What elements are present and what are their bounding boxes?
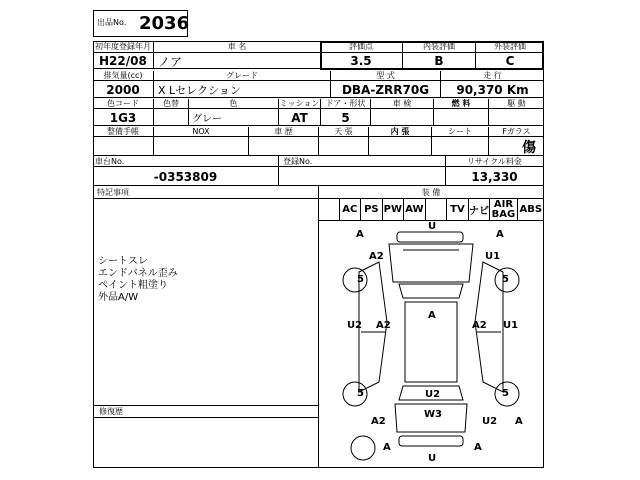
model-name-label: 車 名 [153,42,320,52]
glass-value: 傷 [522,139,536,156]
color-label: 色 [188,99,278,109]
repair-title: 修復歴 [99,407,123,416]
first-reg-label: 初年度登録年月 [95,42,151,51]
rear-bumper [399,436,463,446]
equipment-title: 装 備 [421,188,441,197]
damage-code: A [474,442,482,453]
capacity-label: 車 検 [370,99,433,109]
equipment-blank [425,199,447,220]
glass-label: Fガラス [488,127,544,137]
row4-divider-5 [431,137,432,156]
model-code-label: 型 式 [330,71,440,81]
fuel-label: 燃 料 [433,99,488,109]
damage-code: U2 [347,320,363,331]
exterior-label: 外装評価 [475,42,544,52]
interior-cover-label: 内 張 [368,127,431,137]
damage-code: U1 [503,320,519,331]
capacity-value [370,109,433,126]
damage-code: 5 [357,388,364,399]
damage-code: 5 [357,274,364,285]
nox-label: NOX [153,127,248,137]
damage-code: A [428,310,436,321]
row4-divider-2 [248,137,249,156]
row4-divider-4 [368,137,369,156]
chassis-value: -0353809 [153,169,218,184]
damage-code: A [383,442,391,453]
damage-code: A2 [369,251,384,262]
front-bumper [397,232,463,242]
eval-score-label: 評価点 [349,42,373,51]
damage-code: A [496,229,504,240]
equipment-aw: AW [403,199,425,220]
damage-code: U2 [482,416,498,427]
seat-label: シート [431,127,488,137]
recycle-value: 13,330 [471,169,518,184]
fuel-value [433,109,488,126]
damage-code: U [428,221,437,232]
row4-divider-1 [153,137,154,156]
color-code-value: 1G3 [109,110,137,125]
model-code-value: DBA-ZRR70G [330,81,440,98]
lot-number: 2036 [139,13,190,34]
grade-label: グレード [153,71,330,81]
score-highlight [320,41,544,70]
interior-label: 内装評価 [402,42,475,52]
first-reg-value: H22/08 [99,54,147,68]
equipment-ac: AC [339,199,361,220]
sunroof-label: 天 張 [318,127,368,137]
equipment-airbag: AIR BAG [489,199,516,220]
equipment-abs: ABS [517,199,544,220]
recycle-label: リサイクル料金 [467,157,522,166]
exterior-value: C [475,53,544,69]
windshield [399,284,463,298]
damage-code: A2 [472,320,487,331]
registration-label: 登録No. [283,157,313,166]
doors-shape-label: ドア・形状 [320,99,370,109]
remarks-list [98,256,178,304]
repair-section [93,405,318,418]
lot-label: 出品No. [97,18,127,27]
damage-code: 5 [502,388,509,399]
equipment-spacer [318,199,339,220]
damage-code: U [428,453,437,464]
remark-line: シートスレ [98,256,148,267]
damage-code: A [356,229,364,240]
drive-value [488,109,544,126]
displacement-value: 2000 [106,82,140,97]
color-code-label: 色コード [107,99,139,108]
interior-value: B [402,53,475,69]
remark-line: ペイント粗塗り [98,280,168,291]
remark-line: エンドパネル歪み [98,268,178,279]
remark-line: 外品A/W [98,292,139,303]
transmission-label: ミッション [279,99,320,108]
damage-code: A2 [371,416,386,427]
equipment-ps: PS [360,199,382,220]
displacement-label: 排気量(cc) [103,71,143,80]
color-value: グレー [188,109,278,126]
grade-value: X Lセレクション [153,81,330,98]
color-shade-label: 色替 [153,99,188,109]
damage-code: W3 [424,409,442,420]
damage-code: U2 [425,389,441,400]
car-damage-diagram [319,222,543,467]
mileage-value: 90,370 Km [440,81,544,98]
eval-score-value: 3.5 [350,54,372,68]
damage-code: 5 [502,274,509,285]
damage-code: U1 [485,251,501,262]
doors-shape-value: 5 [320,109,370,126]
color-shade-value [153,109,188,126]
spare-tire [351,436,375,460]
equipment-navi: ナビ [468,199,490,220]
model-name-value: ノア [153,53,320,69]
equipment-row [318,199,544,221]
equipment-pw: PW [382,199,404,220]
history-label: 車 歴 [248,127,318,137]
row4-divider-3 [318,137,319,156]
drive-label: 駆 動 [488,99,544,109]
equipment-tv: TV [446,199,468,220]
chassis-label: 車台No. [95,157,125,166]
maintenance-label: 整備手帳 [107,127,139,136]
lot-number-box [93,10,188,37]
damage-code: A2 [376,320,391,331]
remarks-title: 特記事項 [97,188,129,197]
mileage-label: 走 行 [440,71,544,81]
damage-code: A [515,416,523,427]
transmission-value: AT [278,109,320,126]
